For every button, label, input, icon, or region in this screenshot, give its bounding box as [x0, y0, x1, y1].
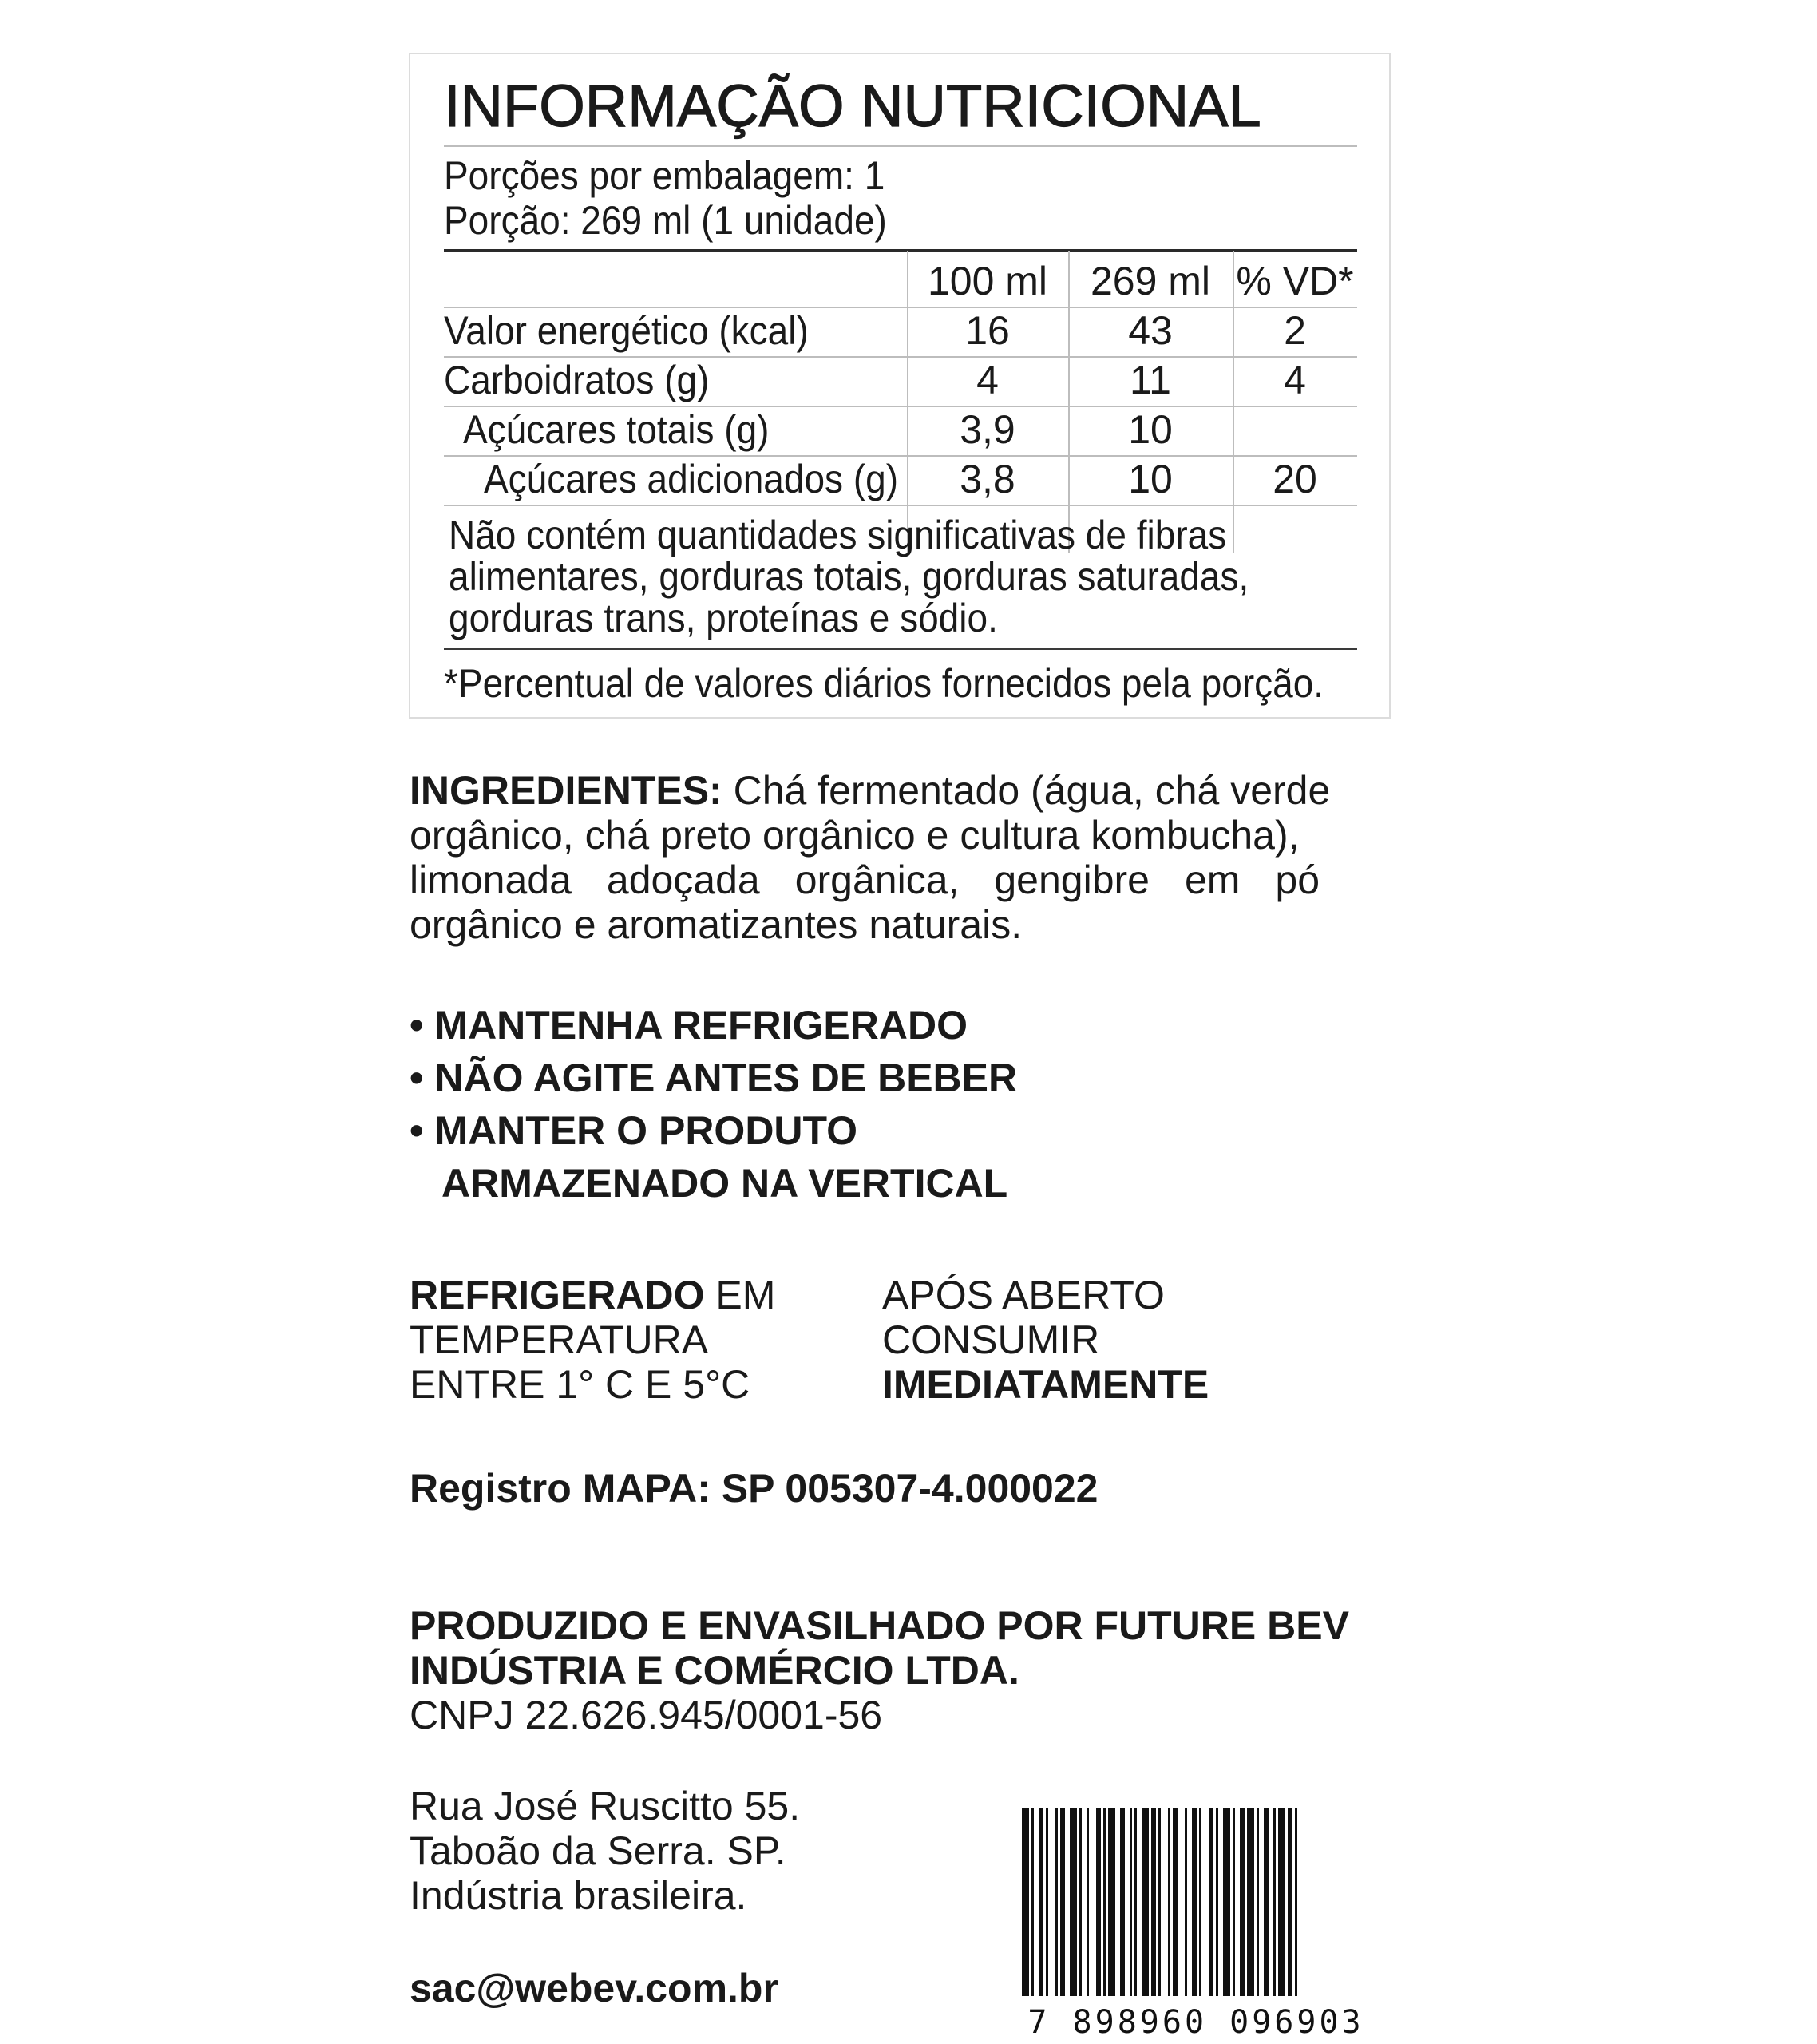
storage-left-rest: EM: [704, 1273, 776, 1317]
nutrition-footnote: *Percentual de valores diários fornecidos pela porção.: [444, 661, 1324, 706]
barcode-bar: [1173, 1808, 1178, 1996]
support-email[interactable]: sac@webev.com.br: [410, 1966, 778, 2010]
barcode-bar: [1278, 1808, 1285, 1996]
bullet: •: [410, 1108, 424, 1153]
storage-refrigerated: REFRIGERADO: [410, 1273, 705, 1317]
barcode-bar: [1233, 1808, 1235, 1996]
barcode-bar: [1096, 1808, 1101, 1996]
barcode-bar: [1103, 1808, 1106, 1996]
barcode-bar: [1142, 1808, 1149, 1996]
nutrient-value-vd: 4: [1284, 358, 1306, 402]
barcode-bar: [1031, 1808, 1034, 1996]
barcode-bar: [1199, 1808, 1201, 1996]
warning-text-continued: ARMAZENADO NA VERTICAL: [441, 1161, 1008, 1206]
barcode-bar: [1240, 1808, 1245, 1996]
barcode-bar: [1039, 1808, 1043, 1996]
barcode-bar: [1087, 1808, 1089, 1996]
ingredients-text: Chá fermentado (água, chá verde: [733, 768, 1331, 813]
warning-text: MANTENHA REFRIGERADO: [434, 1003, 968, 1048]
barcode-bar: [1168, 1808, 1170, 1996]
barcode-bar: [1288, 1808, 1292, 1996]
producer-line: PRODUZIDO E ENVASILHADO POR FUTURE BEV: [410, 1603, 1349, 1648]
barcode-bar: [1151, 1808, 1156, 1996]
bullet: •: [410, 1056, 424, 1100]
column-header-269ml: 269 ml: [1090, 259, 1211, 303]
nutrient-value-269ml: 43: [1128, 308, 1173, 353]
nutrient-label-added-sugars: Açúcares adicionados (g): [484, 457, 899, 501]
nutrition-note-line: gorduras trans, proteínas e sódio.: [449, 596, 998, 640]
nutrient-label-carbs: Carboidratos (g): [444, 358, 710, 402]
warning-item: [410, 1003, 968, 1048]
storage-right-line: IMEDIATAMENTE: [882, 1362, 1209, 1407]
bullet: •: [410, 1003, 424, 1048]
barcode-bar: [1022, 1808, 1029, 1996]
storage-right-line: CONSUMIR: [882, 1317, 1100, 1362]
storage-left-line: [410, 1273, 775, 1317]
barcode-bar: [1264, 1808, 1269, 1996]
barcode-bar: [1247, 1808, 1254, 1996]
warning-item: [410, 1108, 857, 1153]
divider: [444, 145, 1357, 147]
column-header-vd: % VD*: [1236, 259, 1354, 303]
warning-item: [410, 1056, 1017, 1100]
producer-line: INDÚSTRIA E COMÉRCIO LTDA.: [410, 1648, 1019, 1693]
nutrition-title: INFORMAÇÃO NUTRICIONAL: [444, 73, 1261, 139]
address-line: Rua José Ruscitto 55.: [410, 1784, 801, 1828]
barcode-bar: [1185, 1808, 1187, 1996]
storage-right-line: APÓS ABERTO: [882, 1273, 1165, 1317]
barcode-bar: [1295, 1808, 1297, 1996]
column-header-100ml: 100 ml: [927, 259, 1048, 303]
nutrient-value-100ml: 3,8: [960, 457, 1015, 501]
ingredients-line: limonada adoçada orgânica, gengibre em pó: [410, 858, 1320, 902]
barcode-bar: [1192, 1808, 1197, 1996]
barcode: [1012, 1808, 1380, 2039]
nutrient-value-100ml: 3,9: [960, 407, 1015, 452]
servings-per-package: Porções por embalagem: 1: [444, 153, 885, 198]
barcode-bar: [1130, 1808, 1132, 1996]
divider: [444, 648, 1357, 650]
barcode-bar: [1209, 1808, 1213, 1996]
producer-cnpj: CNPJ 22.626.945/0001-56: [410, 1693, 883, 1737]
nutrition-facts-panel: [409, 53, 1391, 719]
barcode-bar: [1216, 1808, 1218, 1996]
barcode-digits: 7 898960 096903: [1027, 2004, 1364, 2039]
nutrient-value-269ml: 11: [1130, 358, 1171, 402]
warning-text: NÃO AGITE ANTES DE BEBER: [434, 1056, 1018, 1100]
barcode-bar: [1134, 1808, 1137, 1996]
ingredients-line: orgânico e aromatizantes naturais.: [410, 902, 1023, 947]
nutrient-value-100ml: 16: [965, 308, 1010, 353]
registry-number: Registro MAPA: SP 005307-4.000022: [410, 1466, 1099, 1511]
address-line: Indústria brasileira.: [410, 1873, 747, 1918]
barcode-bar: [1158, 1808, 1161, 1996]
barcode-bar: [1223, 1808, 1230, 1996]
barcode-bar: [1120, 1808, 1125, 1996]
barcode-bars: [1012, 1808, 1380, 2039]
nutrition-note-line: alimentares, gorduras totais, gorduras saturadas,: [449, 554, 1249, 599]
address-line: Taboão da Serra. SP.: [410, 1828, 786, 1873]
ingredients-line: orgânico, chá preto orgânico e cultura kombucha),: [410, 813, 1300, 858]
nutrient-label-energy: Valor energético (kcal): [444, 308, 809, 353]
storage-left-line: ENTRE 1° C E 5°C: [410, 1362, 750, 1407]
ingredients-label: INGREDIENTES:: [410, 768, 722, 813]
nutrition-note-line: Não contém quantidades significativas de fibras: [449, 513, 1227, 557]
storage-left-line: TEMPERATURA: [410, 1317, 709, 1362]
warning-text: MANTER O PRODUTO: [434, 1108, 858, 1153]
barcode-bar: [1055, 1808, 1058, 1996]
divider-thick: [444, 249, 1357, 252]
ingredients-line: [410, 768, 1330, 813]
divider: [444, 505, 1357, 506]
barcode-bar: [1257, 1808, 1259, 1996]
nutrient-value-269ml: 10: [1128, 457, 1173, 501]
barcode-bar: [1108, 1808, 1115, 1996]
barcode-bar: [1046, 1808, 1048, 1996]
nutrient-value-vd: 2: [1284, 308, 1306, 353]
barcode-bar: [1079, 1808, 1082, 1996]
barcode-bar: [1070, 1808, 1077, 1996]
barcode-bar: [1060, 1808, 1065, 1996]
barcode-bar: [1273, 1808, 1276, 1996]
nutrient-value-100ml: 4: [976, 358, 999, 402]
nutrient-value-269ml: 10: [1128, 407, 1173, 452]
serving-size: Porção: 269 ml (1 unidade): [444, 198, 887, 243]
nutrient-value-vd: 20: [1273, 457, 1317, 501]
nutrient-label-total-sugars: Açúcares totais (g): [463, 407, 770, 452]
